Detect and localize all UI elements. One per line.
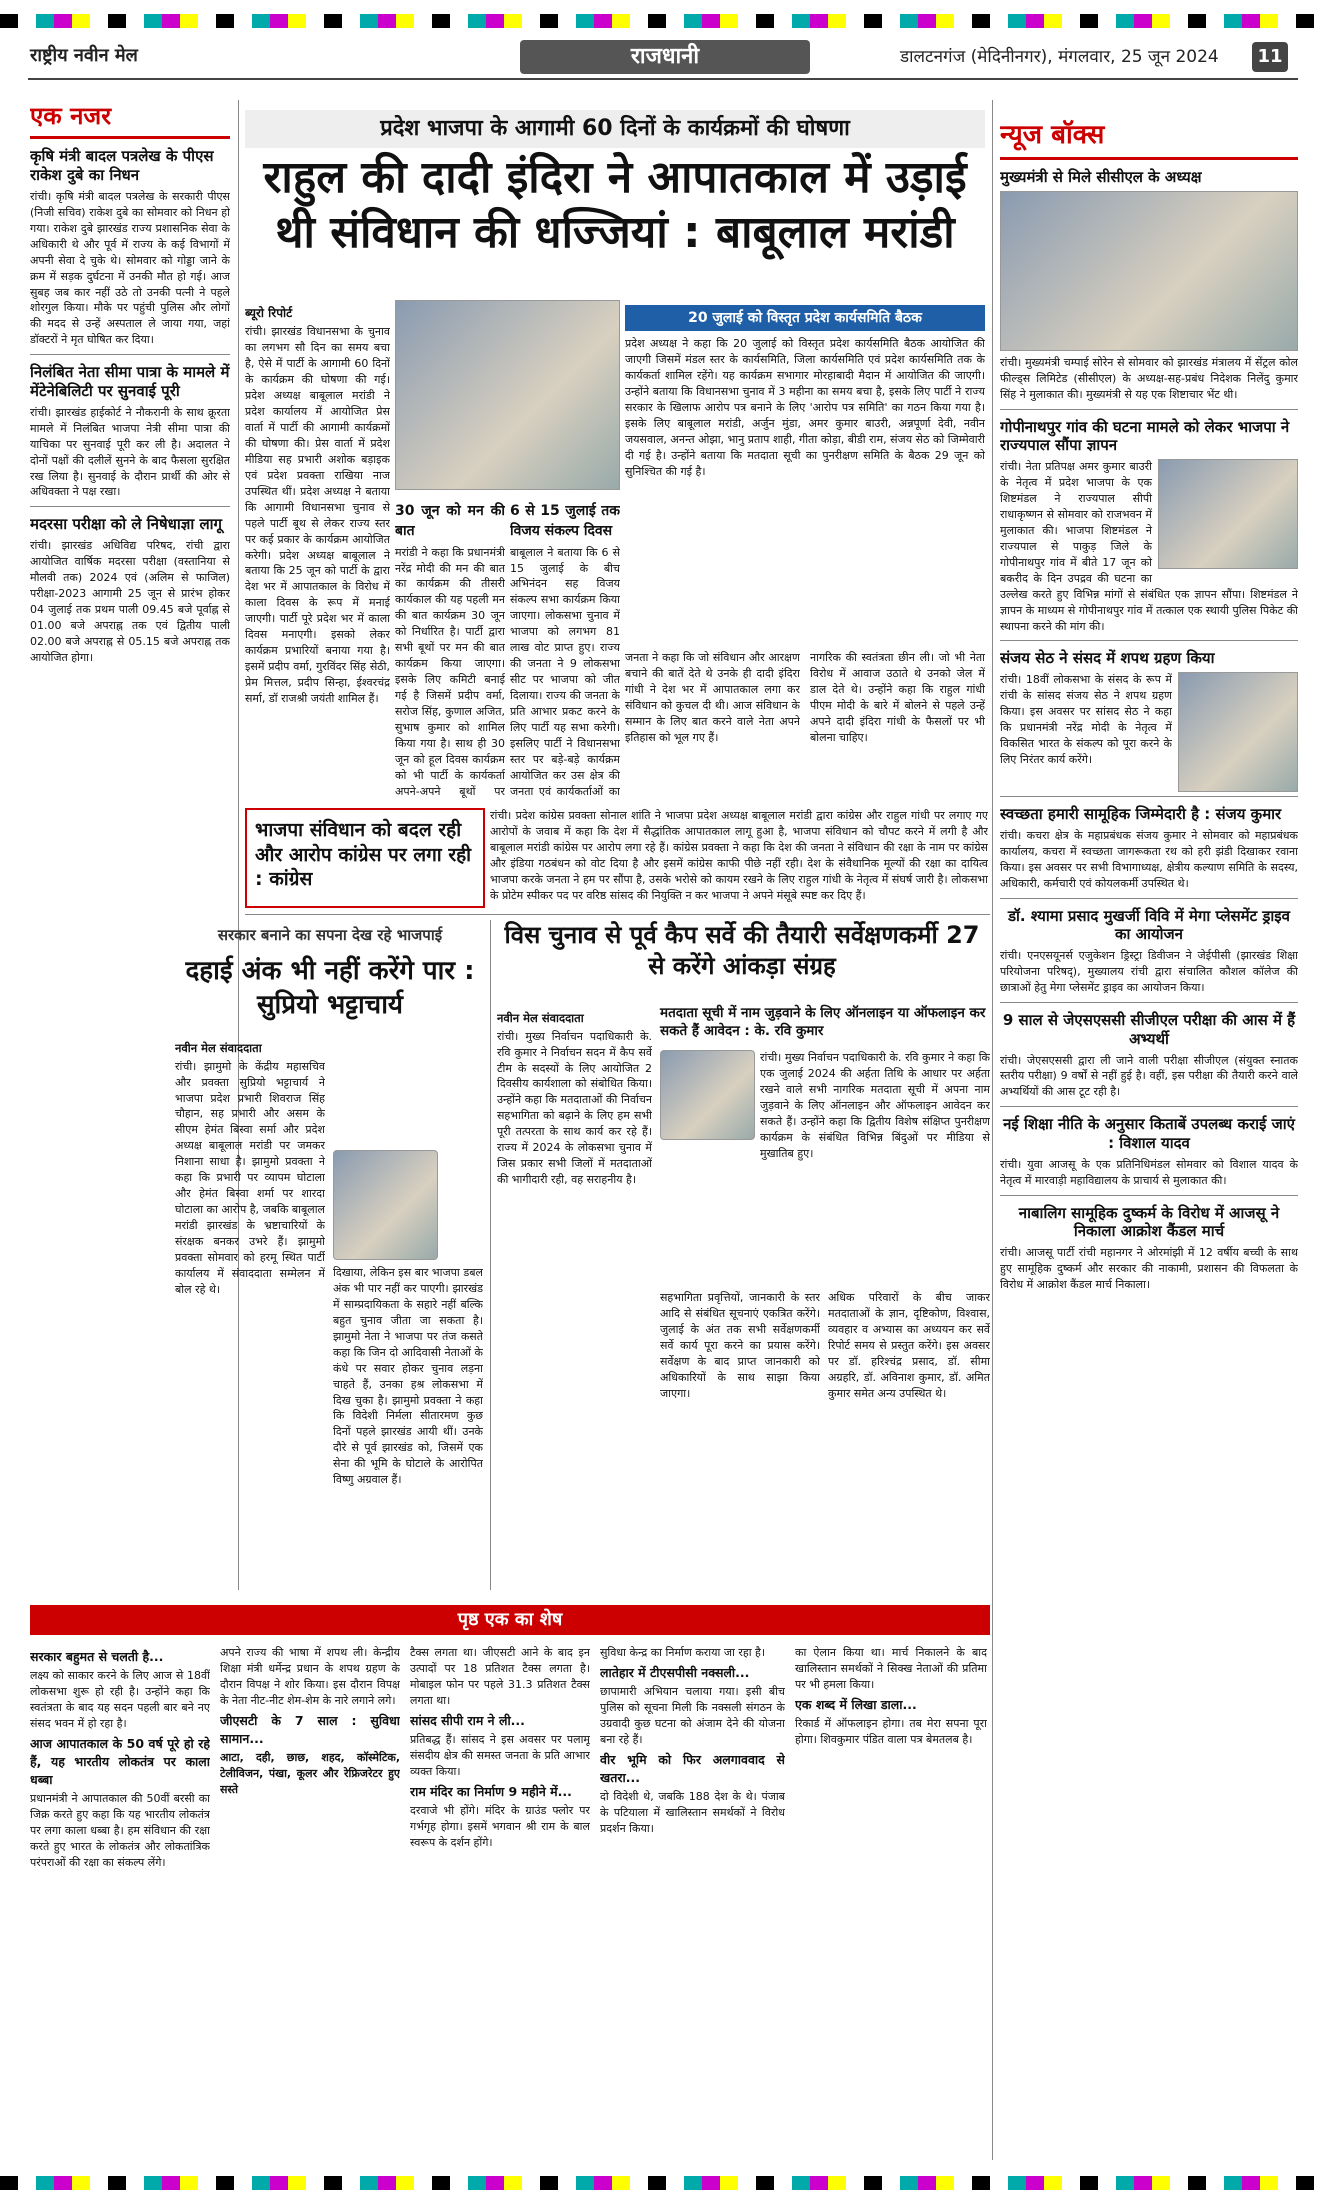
main-col-6 (810, 650, 985, 800)
story3-col-4-text: अधिक परिवारों के बीच जाकर मतदाताओं के ज्ञान, दृष्टिकोण, विश्वास, व्यवहार व अभ्यास का अध्ययन कर सर्वे रिपोर्ट समय से प्रस्तुत करेंगे। इस अवसर पर डॉ. हरिश्चंद्र प्रसाद, डॉ. सीमा अग्रहरि, डॉ. अविनाश कुमार, डॉ. अमित कुमार समेत अन्य उपस्थित थे। (828, 1291, 990, 1400)
news-box-column (1000, 118, 1298, 1968)
news-box-tag-b: बॉक्स (1051, 120, 1105, 150)
main-col-5 (625, 650, 800, 800)
divider (245, 914, 990, 915)
column-rule (992, 100, 993, 2160)
bottom-col-1 (30, 1645, 210, 2165)
newspaper-logo: राष्ट्रीय नवीन मेल (30, 45, 138, 66)
bottom-col-3 (410, 1645, 590, 2165)
cm-meeting-photo (1000, 191, 1298, 351)
bottom-text: प्रधानमंत्री ने आपातकाल की 50वीं बरसी का जिक्र करते हुए कहा कि यह भारतीय लोकतंत्र पर लगा काला धब्बा है। हम संविधान की रक्षा करते हुए भारत के लोकतंत्र और लोकतांत्रिक परंपराओं की रक्षा का संकल्प लेंगे। (30, 1792, 210, 1869)
header-rule (28, 78, 1298, 80)
brief-3 (30, 515, 230, 665)
divider (1000, 898, 1298, 899)
bottom-text: आटा, दही, छाछ, शहद, कॉस्मेटिक, टेलीविजन, पंखा, कूलर और रेफ्रिजरेटर हुए सस्ते (220, 1751, 400, 1796)
right-headline: संजय सेठ ने संसद में शपथ ग्रहण किया (1000, 649, 1215, 668)
bottom-headline: लातेहार में टीएसपीसी नक्सली... (600, 1664, 750, 1680)
brief-body: रांची। झारखंड हाईकोर्ट ने नौकरानी के साथ क्रूरता मामले में निलंबित भाजपा नेत्री सीमा पात्रा की याचिका पर सुनवाई पूरी कर ली है। अदालत ने दोनों पक्षों की दलीलें सुनने के बाद फैसला सुरक्षित रख लिया है। सुनवाई के दौरान प्रार्थी की ओर से अधिवक्ता ने पक्ष रखा। (30, 405, 230, 499)
page-number: 11 (1252, 42, 1288, 72)
right-headline: डॉ. श्यामा प्रसाद मुखर्जी विवि में मेगा प्लेसमेंट ड्राइव का आयोजन (1007, 906, 1291, 944)
right-headline: स्वच्छता हमारी सामूहिक जिम्मेदारी है : संजय कुमार (1000, 805, 1282, 824)
brief-2 (30, 363, 230, 500)
right-body: रांची। आजसू पार्टी रांची महानगर ने ओरमांझी में 12 वर्षीय बच्ची के साथ हुए सामूहिक दुष्कर्म और सरकार की नाकामी, प्रशासन की विफलता के विरोध में आक्रोश कैंडल मार्च निकाला। (1000, 1246, 1298, 1292)
governor-meeting-photo (1158, 459, 1298, 569)
bottom-text: सुविधा केन्द्र का निर्माण कराया जा रहा है। (600, 1646, 766, 1659)
brief-body: रांची। झारखंड अधिविद्य परिषद, रांची द्वारा आयोजित वार्षिक मदरसा परीक्षा (वस्तानिया से मौलवी तक) 2024 एवं (अलिम से फाजिल) परीक्षा-2023 आगामी 25 जून से प्रारंभ होकर 04 जुलाई तक प्रथम पाली 09.45 बजे पूर्वाह्न से 01.00 बजे अपराह्न तक एवं द्वितीय पाली 02.00 बजे अपराह्न से 05.15 बजे अपराह्न तक आयोजित होगा। (30, 539, 230, 664)
sanjay-seth-photo (1178, 672, 1298, 792)
bottom-text: प्रतिबद्ध हैं। सांसद ने इस अवसर पर पलामू संसदीय क्षेत्र की समस्त जनता के प्रति आभार व्यक्त किया। (410, 1732, 590, 1778)
main-headline: राहुल की दादी इंदिरा ने आपातकाल में उड़ाई थी संविधान की धज्जियां : बाबूलाल मरांडी (263, 152, 967, 258)
divider (1000, 1195, 1298, 1196)
registration-strip-top (0, 14, 1325, 28)
ek-nazar-column (30, 100, 230, 1040)
story3-col-3 (660, 1290, 820, 1590)
bottom-text: दो विदेशी थे, जबकि 188 देश के थे। पंजाब के पटियाला में खालिस्तान समर्थकों ने विरोध प्रदर्शन किया। (600, 1790, 785, 1835)
right-headline: 9 साल से जेएसएससी सीजीएल परीक्षा की आस में हैं अभ्यर्थी (1002, 1011, 1296, 1048)
bottom-headline: आज आपातकाल के 50 वर्ष पूरे हो रहे हैं, यह भारतीय लोकतंत्र पर काला धब्बा (30, 1735, 210, 1788)
registration-strip-bottom (0, 2176, 1325, 2190)
story3-col-1 (497, 1010, 652, 1590)
bottom-text: लक्ष्य को साकार करने के लिए आज से 18वीं लोकसभा शुरू हो रही है। उन्होंने कहा कि स्वतंत्रता के बाद यह सदन पहली बार बने नए संसद भवन में हो रहा है। (30, 1669, 210, 1730)
story2-kicker: सरकार बनाने का सपना देख रहे भाजपाई (217, 926, 443, 944)
story2-col-1 (175, 1040, 325, 1590)
divider (1000, 640, 1298, 641)
byline: ब्यूरो रिपोर्ट (245, 306, 293, 320)
main-col-5-text: जनता ने कहा कि जो संविधान और आरक्षण बचाने की बातें देते थे उनके ही दादी इंदिरा गांधी ने देश भर में आपातकाल लगा कर संविधान को कुचल दी थी। आज संविधान के सम्मान के लिए बात करने वाले नेता अपने इतिहास को भूल गए हैं। (625, 651, 800, 744)
main-col-4-text: प्रदेश अध्यक्ष ने कहा कि 20 जुलाई को विस्तृत प्रदेश कार्यसमिति बैठक आयोजित की जाएगी जिसमें मंडल स्तर के कार्यसमिति, जिला कार्यसमिति एवं प्रदेश कार्यसमिति तक के कार्यकर्ता शामिल रहेंगे। यह कार्यक्रम सभागार मोरहाबादी मैदान में आयोजित की जाएगी। उन्होंने बताया कि विधानसभा चुनाव में 3 महीना का समय बचा है, इसके लिए पार्टी ने राज्य सरकार के खिलाफ आरोप पत्र बनाने के लिए 'आरोप पत्र समिति' का गठन किया गया है। इसके लिए बाबूलाल मरांडी, अर्जुन मुंडा, अमर कुमार बाउरी, अन्नपूर्णा देवी, नवीन जयसवाल, अनन्त ओझा, भानु प्रताप शाही, गीता कोड़ा, बीडी राम, संजय सेठ को जिम्मेवारी दी गई है। उन्होंने बताया कि मतदाता सूची का पुनरीक्षण समिति के बैठक 29 जून को सुनिश्चित की गई है। (625, 337, 985, 478)
bottom-col-5 (795, 1645, 987, 2165)
story3-headline: विस चुनाव से पूर्व कैप सर्वे की तैयारी सर्वेक्षणकर्मी 27 से करेंगे आंकड़ा संग्रह (504, 921, 980, 981)
right-body: रांची। नेता प्रतिपक्ष अमर कुमार बाउरी के नेतृत्व में प्रदेश भाजपा के एक शिष्टमंडल ने राज्यपाल सीपी राधाकृष्णन से सोमवार को राजभवन में मुलाकात की। भाजपा शिष्टमंडल ने राज्यपाल से पाकुड़ जिले के गोपीनाथपुर गांव में बीते 17 जून को बकरीद के दिन उपद्रव की घटना का उल्लेख करते हुए विभिन्न मांगों से संबंधित एक ज्ञापन सौंपा। शिष्टमंडल ने ज्ञापन के माध्यम से गोपीनाथपुर गांव में तत्काल एक स्थायी पुलिस पिकेट की स्थापना करने की मांग की। (1000, 460, 1298, 633)
brief-headline: निलंबित नेता सीमा पात्रा के मामले में मेंटेनेबिलिटी पर सुनवाई पूरी (30, 363, 230, 401)
divider (1000, 1002, 1298, 1003)
right-body: रांची। एनएसयूनर्स एजुकेशन ड्रिस्ट्रा डिवीजन ने जेईपीसी (झारखंड शिक्षा परियोजना परिषद्), मुख्यालय रांची द्वारा संचालित कौशल कॉलेज की छात्राओं हेतु मेगा प्लेसमेंट ड्राइव का आयोजन किया। (1000, 949, 1298, 995)
divider (1000, 796, 1298, 797)
bottom-text: छापामारी अभियान चलाया गया। इसी बीच पुलिस को सूचना मिली कि नक्सली संगठन के उग्रवादी कुछ घटना को अंजाम देने की योजना बना रहे हैं। (600, 1685, 785, 1746)
main-col-2-text: मरांडी ने कहा कि प्रधानमंत्री नरेंद्र मोदी की मन की बात का कार्यक्रम की तीसरी कार्यकाल की यह पहली मन की बात कार्यक्रम 30 जून को निर्धारित है। पार्टी द्वारा सभी बूथों पर मन की बात कार्यक्रम किया जाएगा। इसके लिए कमिटी बनाई गई है जिसमें प्रदीप वर्मा, सरोज सिंह, कुणाल अजित, सुभाष कुमार को शामिल किया गया है। साथ ही 30 जून को हूल दिवस कार्यक्रम को भी पार्टी के कार्यकर्ता अपने-अपने बूथों पर (395, 545, 505, 798)
bottom-text: टैक्स लगता था। जीएसटी आने के बाद इन उत्पादों पर 18 प्रतिशत टैक्स लगता है। मोबाइल फोन पर पहले 31.3 प्रतिशत टैक्स लगता था। (410, 1646, 590, 1707)
ek-nazar-tag-b: नजर (70, 102, 112, 130)
right-body: रांची। मुख्यमंत्री चम्पाई सोरेन से सोमवार को झारखंड मंत्रालय में सेंट्रल कोल फील्ड्स लिमिटेड (सीसीएल) के अध्यक्ष-सह-प्रबंध निदेशक निलेंदु कुमार सिंह ने मुलाकात की। मुख्यमंत्री से यह एक शिष्टाचार भेंट थी। (1000, 355, 1298, 401)
bottom-col-4 (600, 1645, 785, 2165)
story2-col-2-text: दिखाया, लेकिन इस बार भाजपा डबल अंक भी पार नहीं कर पाएगी। झारखंड में साम्प्रदायिकता के सहारे नहीं बल्कि बहुत चुनाव जीता जा सकता है। झामुमो नेता ने भाजपा पर तंज कसते कहा कि जिन दो आदिवासी नेताओं के कंधे पर सवार होकर चुनाव लड़ना चाहते हैं, उनका हश्र लोकसभा में दिख चुका है। झामुमो प्रवक्ता ने कहा कि विदेशी निर्मला सीतारमण कुछ दिनों पहले झारखंड आयी थीं। उनके दौरे से पूर्व झारखंड को, जिसमें एक सेना की भूमि के घोटाले के आरोपित विष्णु अग्रवाल हैं। (333, 1266, 483, 1487)
main-col-1 (245, 305, 390, 800)
right-headline: नाबालिग सामूहिक दुष्कर्म के विरोध में आजसू ने निकाला आक्रोश कैंडल मार्च (1018, 1203, 1280, 1241)
bottom-col-2 (220, 1645, 400, 2165)
right-body: रांची। युवा आजसू के एक प्रतिनिधिमंडल सोमवार को विशाल यादव के नेतृत्व में मारवाड़ी महाविद्यालय के प्राचार्य से मुलाकात की। (1000, 1157, 1298, 1187)
divider (1000, 409, 1298, 410)
right-headline: मुख्यमंत्री से मिले सीसीएल के अध्यक्ष (1000, 168, 1202, 187)
story3-col-4 (828, 1290, 990, 1590)
bottom-headline: सांसद सीपी राम ने ली... (410, 1712, 525, 1728)
brief-headline: कृषि मंत्री बादल पत्रलेख के पीएस राकेश दुबे का निधन (30, 147, 214, 185)
story2-col-2 (333, 1265, 483, 1590)
congress-quote-box: भाजपा संविधान को बदल रही और आरोप कांग्रेस पर लगा रही : कांग्रेस (245, 808, 485, 908)
story3-col-2 (760, 1050, 990, 1280)
byline: नवीन मेल संवाददाता (175, 1041, 262, 1055)
main-col-3 (510, 495, 620, 800)
right-body: रांची। जेएसएससी द्वारा ली जाने वाली परीक्षा सीजीएल (संयुक्त स्नातक स्तरीय परीक्षा) 9 वर्षों से नहीं हुई है। वहीं, इस परीक्षा की तैयारी करने वाले अभ्यर्थियों की आस टूट रही है। (1000, 1053, 1298, 1099)
main-col-1-text: रांची। झारखंड विधानसभा के चुनाव का लगभग सौ दिन का समय बचा है, ऐसे में पार्टी के आगामी 60 दिनों के कार्यक्रम की घोषणा की गई। प्रदेश अध्यक्ष बाबूलाल मरांडी ने प्रदेश कार्यालय में आयोजित प्रेस वार्ता में पार्टी की आगामी कार्यक्रमों की घोषणा की। प्रेस वार्ता में प्रदेश मीडिया सह प्रभारी अशोक बड़ाइक एवं प्रदेश प्रवक्ता राखिया नाज उपस्थित थीं। प्रदेश अध्यक्ष ने बताया कि आगामी विधानसभा चुनाव से पहले पार्टी बूथ से लेकर राज्य स्तर पर कई प्रकार के कार्यक्रम आयोजित करेगी। प्रदेश अध्यक्ष बाबूलाल ने बताया कि 25 जून को पार्टी के द्वारा देश भर में आपातकाल के विरोध में काला दिवस के रूप में मनाई जाएगी। पार्टी पूरे प्रदेश भर में काला दिवस मनाएगी। इसको लेकर कार्यक्रम प्रभारियों बनाया गया है। इसमें प्रदीप वर्मा, गुरविंदर सिंह सेठी, प्रेम मित्तल, प्रदीप सिन्हा, ईश्वरचंद्र सर्मा, डॉ राजश्री जयंती शामिल हैं। (245, 325, 390, 705)
story3-col-1-text: रांची। मुख्य निर्वाचन पदाधिकारी के. रवि कुमार ने निर्वाचन सदन में कैप सर्वे टीम के सदस्यों के लिए आयोजित 2 दिवसीय कार्यशाला को संबोधित किया। उन्होंने कहा कि मतदाताओं की निर्वाचन सहभागिता को बढ़ाने के लिए हम सभी पूरी तत्परता के साथ कार्य कर रहे हैं। राज्य में 2024 के लोकसभा चुनाव में जिस प्रकार सभी जिलों में मतदाताओं की भागीदारी रही, वह सराहनीय है। (497, 1029, 652, 1187)
main-col-4 (625, 336, 985, 646)
bottom-headline: वीर भूमि को फिर अलगाववाद से खतरा... (600, 1751, 785, 1785)
right-headline: नई शिक्षा नीति के अनुसार किताबें उपलब्ध कराई जाएं : विशाल यादव (1003, 1115, 1295, 1153)
column-rule (490, 920, 491, 1590)
divider (1000, 1106, 1298, 1107)
bottom-text: रिकार्ड में ऑफलाइन होगा। तब मेरा सपना पूरा होगा। शिवकुमार पंडित वाला पत्र बेमतलब है। (795, 1716, 987, 1746)
story3-col-2-text: रांची। मुख्य निर्वाचन पदाधिकारी के. रवि कुमार ने कहा कि एक जुलाई 2024 की अर्हता तिथि के आधार पर अर्हता रखने वाले सभी नागरिक मतदाता सूची में अपना नाम जुड़वाने के लिए ऑनलाइन और ऑफलाइन आवेदन कर सकते हैं। उन्होंने कहा कि द्वितीय विशेष संक्षिप्त पुनरीक्षण कार्यक्रम के संबंधित विभिन्न बिंदुओं पर मीडिया से मुखातिब हुए। (760, 1051, 990, 1160)
main-col-2 (395, 495, 505, 800)
brief-body: रांची। कृषि मंत्री बादल पत्रलेख के सरकारी पीएस (निजी सचिव) राकेश दुबे का सोमवार को निधन हो गया। राकेश दुबे झारखंड राज्य प्रशासनिक सेवा के अधिकारी थे और पूर्व में राज्य के कई विभागों में अपनी सेवा दे चुके थे। सोमवार को गोड्डा जाने के क्रम में सड़क दुर्घटना में उनकी मौत हो गई। आज सुबह जब कार नहीं उठे तो उनकी पत्नी ने पहले शोरगुल किया। मौके पर पहुंची पुलिस और लोगों की मदद से उन्हें अस्पताल ले जाया गया, जहां डॉक्टरों ने मृत घोषित कर दिया। (30, 189, 230, 347)
divider (30, 354, 230, 355)
bottom-headline: सरकार बहुमत से चलती है... (30, 1649, 164, 1664)
brief-1 (30, 147, 230, 348)
bottom-text: अपने राज्य की भाषा में शपथ ली। केन्द्रीय शिक्षा मंत्री धर्मेन्द्र प्रधान के शपथ ग्रहण के दौरान विपक्ष ने शोर किया। इस दौरान विपक्ष के नेता नीट-नीट शेम-शेम के नारे लगाने लगे। (220, 1646, 400, 1707)
right-body: रांची। 18वीं लोकसभा के संसद के रूप में रांची के सांसद संजय सेठ ने शपथ ग्रहण किया। इस अवसर पर सांसद सेठ ने कहा कि प्रधानमंत्री नरेंद्र मोदी के नेतृत्व में विकसित भारत के संकल्प को पूरा करने के लिए निरंतर कार्य करेंगे। (1000, 673, 1172, 766)
right-headline: गोपीनाथपुर गांव की घटना मामले को लेकर भाजपा ने राज्यपाल सौंपा ज्ञापन (1000, 417, 1290, 455)
main-col-6-text: नागरिक की स्वतंत्रता छीन ली। जो भी नेता विरोध में आवाज उठाते थे उनको जेल में डाल देते थे। उन्होंने कहा कि राहुल गांधी पीएम मोदी के बारे में बोलने से पहले उन्हें अपने दादी इंदिरा गांधी के फैसलों पर भी बोलना चाहिए। (810, 651, 985, 744)
divider (30, 506, 230, 507)
story3-subhead: मतदाता सूची में नाम जुड़वाने के लिए ऑनलाइन या ऑफलाइन कर सकते हैं आवेदन : के. रवि कुमार (660, 1005, 986, 1039)
bottom-headline: एक शब्द में लिखा डाला... (795, 1696, 917, 1712)
ek-nazar-tag-a: एक (30, 102, 71, 130)
main-kicker: प्रदेश भाजपा के आगामी 60 दिनों के कार्यक्रमों की घोषणा (245, 110, 985, 148)
bottom-text: दरवाजे भी होंगे। मंदिर के ग्राउंड फ्लोर पर गर्भगृह होगा। इसमें भगवान श्री राम के बाल स्वरूप के दर्शन होंगे। (410, 1803, 590, 1849)
main-col-3-text: बाबूलाल ने बताया कि 6 से 15 जुलाई के बीच अभिनंदन सह विजय संकल्प सभा कार्यक्रम किया जाएगा। लोकसभा चुनाव में भाजपा को लगभग 81 लाख वोट प्राप्त हुए। राज्य की जनता ने 9 लोकसभा सीट पर भाजपा को जीत दिलाया। राज्य की जनता के प्रति आभार प्रकट करने के लिए पार्टी यह सभा करेगी। इसलिए पार्टी ने विधानसभा स्तर पर बड़े-बड़े कार्यक्रम आयोजित कर उस क्षेत्र की जनता एवं कार्यकर्ताओं का (510, 545, 620, 798)
story2-headline: दहाई अंक भी नहीं करेंगे पार : सुप्रियो भट्टाचार्य (185, 956, 475, 1020)
continued-banner: पृष्ठ एक का शेष (30, 1605, 990, 1635)
news-box-tag-a: न्यूज (1000, 120, 1052, 150)
bottom-headline: राम मंदिर का निर्माण 9 महीने में... (410, 1783, 572, 1799)
meeting-banner: 20 जुलाई को विस्तृत प्रदेश कार्यसमिति बैठक (625, 305, 985, 331)
ek-nazar-tag (30, 100, 230, 139)
press-conference-photo (395, 300, 620, 490)
brief-headline: मदरसा परीक्षा को ले निषेधाज्ञा लागू (30, 515, 222, 534)
news-box-tag (1000, 118, 1298, 160)
bottom-headline: जीएसटी के 7 साल : सुविधा सामान... (220, 1712, 400, 1746)
story2-col-1-text: रांची। झामुमो के केंद्रीय महासचिव और प्रवक्ता सुप्रियो भट्टाचार्य ने भाजपा प्रदेश प्रभारी शिवराज सिंह चौहान, सह प्रभारी और असम के सीएम हेमंत बिस्वा सर्मा और प्रदेश अध्यक्ष बाबूलाल मरांडी पर जमकर निशाना साधा है। झामुमो प्रवक्ता ने कहा कि प्रभारी पर व्यापम घोटाला और हेमंत बिस्वा शर्मा पर शारदा घोटाला का आरोप है, जबकि बाबूलाल मरांडी झारखंड के भ्रष्टाचारियों के संरक्षक बनकर उभरे हैं। झामुमो प्रवक्ता सोमवार को हरमू स्थित पार्टी कार्यालय में संवाददाता सम्मेलन में बोल रहे थे। (175, 1059, 325, 1296)
story3-col-3-text: सहभागिता प्रवृत्तियों, जानकारी के स्तर आदि से संबंधित सूचनाएं एकत्रित करेंगे। जुलाई के अंत तक सभी सर्वेक्षणकर्मी सर्वे कार्य पूरा करने का प्रयास करेंगे। सर्वेक्षण के बाद प्राप्त जानकारी को अधिकारियों के साथ साझा किया जाएगा। (660, 1291, 820, 1400)
supriyo-photo (333, 1150, 438, 1260)
byline: नवीन मेल संवाददाता (497, 1011, 584, 1025)
ravi-kumar-photo (660, 1050, 755, 1140)
bottom-text: का ऐलान किया था। मार्च निकालने के बाद खालिस्तान समर्थकों ने सिक्ख नेताओं की प्रतिमा पर भी हमला किया। (795, 1646, 987, 1691)
congress-quote-text: रांची। प्रदेश कांग्रेस प्रवक्ता सोनाल शांति ने भाजपा प्रदेश अध्यक्ष बाबूलाल मरांडी द्वारा कांग्रेस और राहुल गांधी पर लगाए गए आरोपों के जवाब में कहा कि देश में सैद्धांतिक आपातकाल लागू हुआ है, भाजपा संविधान को चौपट करने में लगी है और बाबूलाल मरांडी कांग्रेस पर आरोप लगा रहे हैं। कांग्रेस प्रवक्ता ने कहा कि देश की जनता ने संविधान की रक्षा के नाम पर कांग्रेस और इंडिया गठबंधन को वोट दिया है और इसमें कांग्रेस काफी पीछे नहीं रही। देश के संवैधानिक मूल्यों की रक्षा का दायित्व भाजपा करके जनता ने हम पर सौंपा है, उसके भरोसे को कायम रखने के लिए राहुल गांधी के नेतृत्व में संघर्ष जारी है। लोकसभा के प्रोटेम स्पीकर पद पर वरिष्ठ सांसद की नियुक्ति न कर भाजपा ने अपने मंसूबे स्पष्ट कर दिए हैं। (490, 809, 988, 902)
right-body: रांची। कचरा क्षेत्र के महाप्रबंधक संजय कुमार ने सोमवार को महाप्रबंधक कार्यालय, कचरा में स्वच्छता जागरूकता रथ को हरी झंडी दिखाकर रवाना किया। इस अवसर पर सभी विभागाध्यक्ष, क्षेत्रीय कल्याण समिति के सदस्य, अधिकारी, कर्मचारी एवं कोयलकर्मी उपस्थित थे। (1000, 828, 1298, 890)
subhead-vijay-sankalp: 6 से 15 जुलाई तक विजय संकल्प दिवस (510, 503, 620, 540)
section-title: राजधानी (520, 40, 810, 74)
subhead-mann-ki-baat: 30 जून को मन की बात (395, 503, 505, 540)
dateline: डालटनगंज (मेदिनीनगर), मंगलवार, 25 जून 2024 (900, 47, 1219, 67)
